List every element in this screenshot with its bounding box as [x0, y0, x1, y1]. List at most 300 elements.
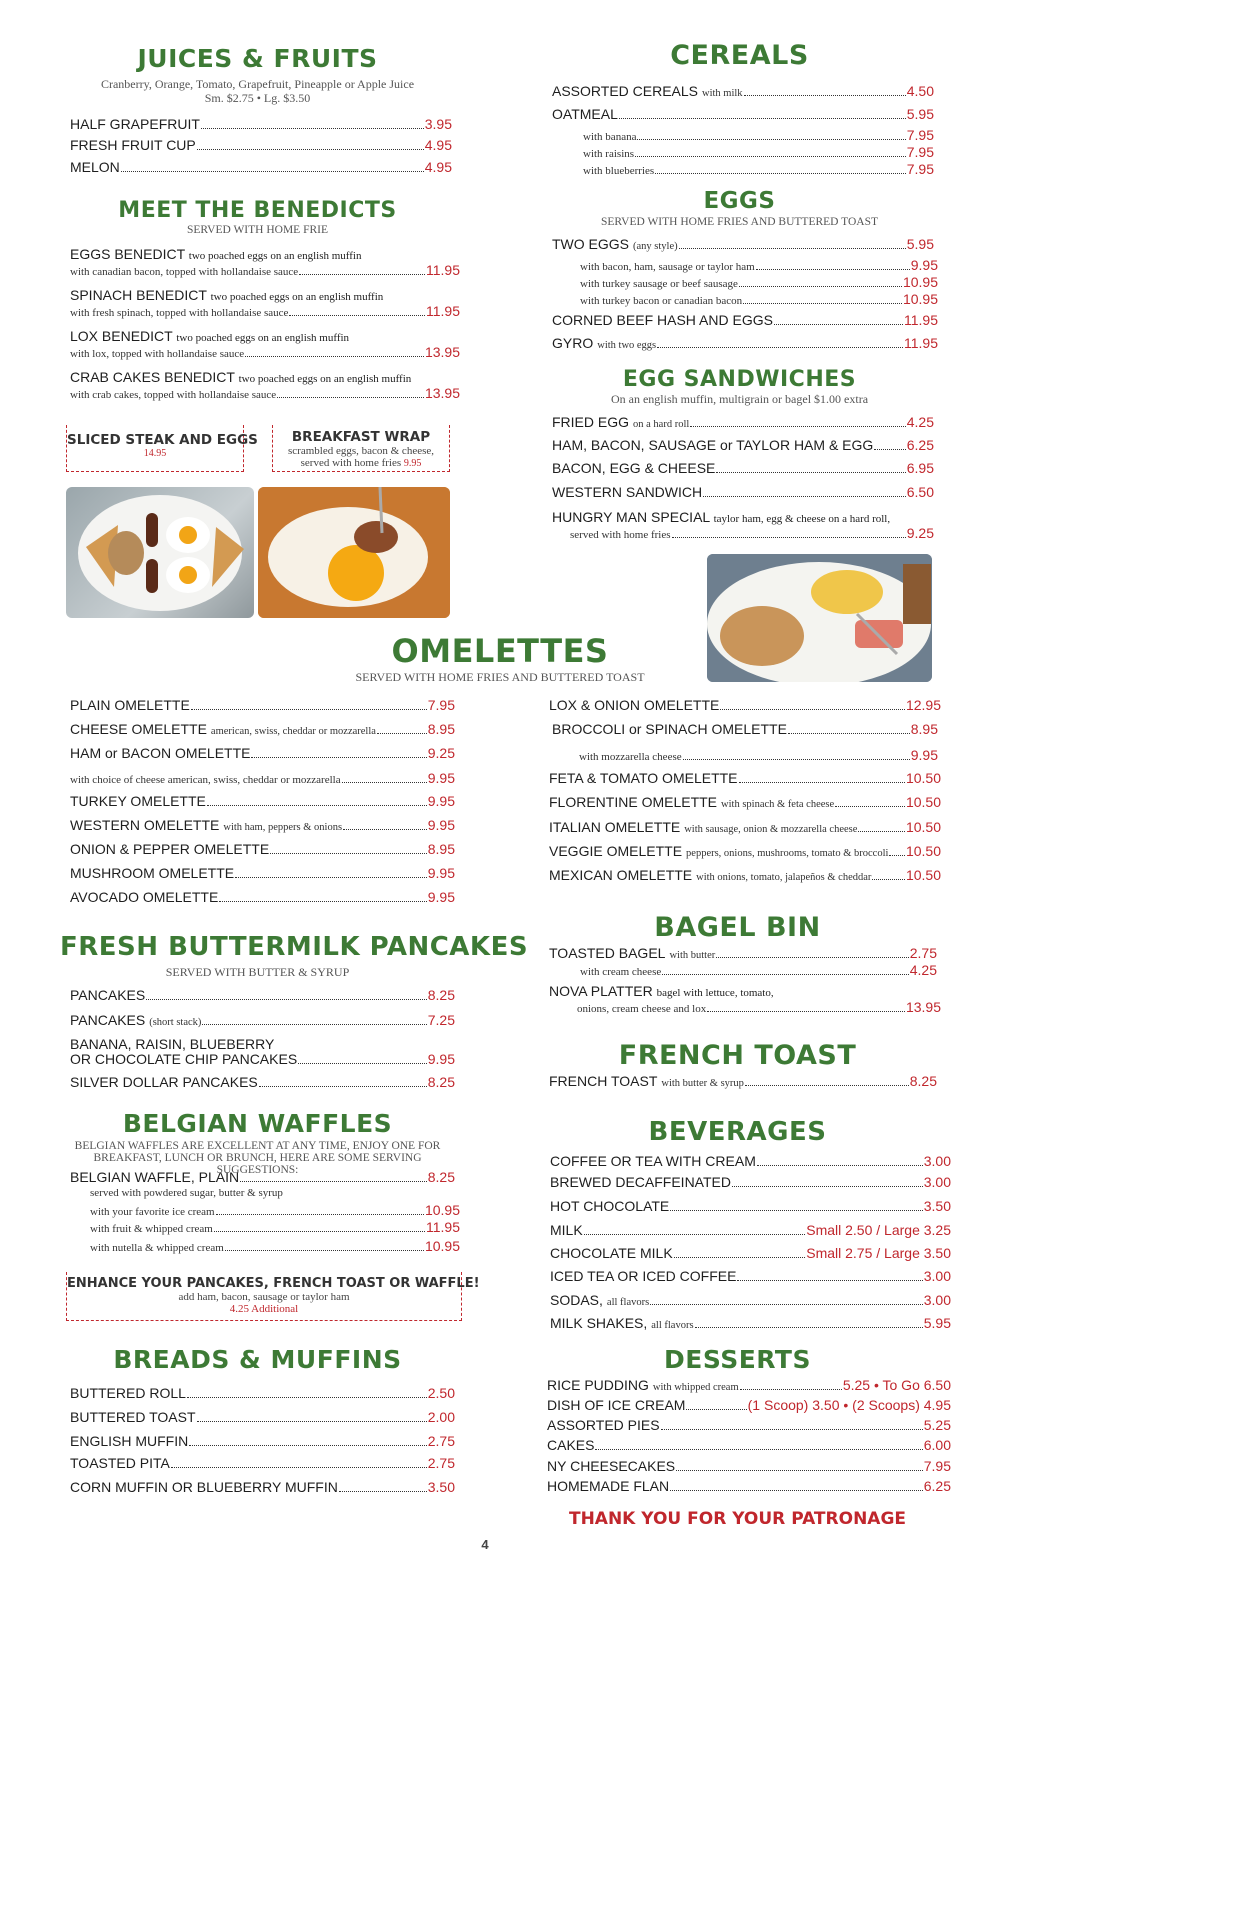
item-price: 5.25: [923, 1417, 951, 1433]
item-desc: with whipped cream: [652, 1382, 739, 1393]
item-name: HAM, BACON, SAUSAGE or TAYLOR HAM & EGG: [552, 437, 874, 453]
dot-leader: [299, 274, 425, 275]
item-price: 6.25: [906, 437, 934, 453]
dot-leader: [662, 974, 909, 975]
item-price: 5.95: [906, 236, 934, 252]
item-price: 11.95: [904, 312, 938, 328]
menu-item: [70, 817, 455, 833]
item-price: 5.25 • To Go 6.50: [842, 1377, 951, 1393]
item-price: 12.95: [905, 697, 941, 713]
dot-leader: [676, 1470, 923, 1471]
page-number: 4: [481, 1537, 489, 1552]
item-name: CHEESE OMELETTE: [70, 721, 207, 737]
wrap-desc-line2: served with home fries 9.95: [300, 457, 422, 469]
item-price: 6.00: [923, 1437, 951, 1453]
dot-leader: [672, 537, 906, 538]
menu-item: [547, 1437, 951, 1453]
item-price: 8.25: [427, 987, 455, 1003]
item-price: 5.95: [923, 1315, 951, 1331]
item-price: 8.25: [427, 1074, 455, 1090]
item-name: COFFEE OR TEA WITH CREAM: [550, 1153, 756, 1169]
benedict-item: [70, 369, 460, 401]
menu-item: [552, 460, 934, 476]
menu-subitem: [579, 747, 938, 763]
item-desc: with milk: [702, 88, 743, 99]
dot-leader: [874, 449, 905, 450]
menu-item: [70, 1409, 455, 1425]
item-desc: with sausage, onion & mozzarella cheese: [684, 824, 858, 835]
pancakes-subtitle: SERVED WITH BUTTER & SYRUP: [165, 965, 350, 979]
item-name: FRIED EGG: [552, 414, 630, 430]
benedict-item: [70, 328, 460, 360]
item-price: 2.75: [909, 945, 937, 961]
thank-you-message: THANK YOU FOR YOUR PATRONAGE: [568, 1509, 907, 1529]
dot-leader: [732, 1186, 923, 1187]
dot-leader: [637, 139, 905, 140]
dot-leader: [774, 324, 903, 325]
menu-item: [70, 793, 455, 809]
beverages-title: BEVERAGES: [648, 1117, 827, 1147]
item-price: 7.95: [906, 127, 934, 143]
wrap-title: BREAKFAST WRAP: [291, 429, 431, 445]
menu-subitem: [583, 127, 934, 143]
item-desc: with choice of cheese american, swiss, cheddar or mozzarella: [70, 774, 341, 786]
french-toast-title: FRENCH TOAST: [618, 1040, 857, 1071]
menu-item: [550, 1198, 951, 1214]
item-name: WESTERN OMELETTE: [70, 817, 220, 833]
item-price: 11.95: [426, 262, 460, 278]
benedicts-title: MEET THE BENEDICTS: [118, 198, 397, 223]
item-price: 10.95: [424, 1238, 460, 1254]
item-name: HOT CHOCOLATE: [550, 1198, 670, 1214]
menu-item: [549, 697, 941, 713]
dot-leader: [756, 269, 910, 270]
enhance-desc: add ham, bacon, sausage or taylor ham: [178, 1291, 350, 1303]
menu-item: [70, 116, 452, 132]
menu-item: [70, 697, 455, 713]
item-name: with raisins: [583, 148, 635, 160]
item-desc: with fresh spinach, topped with hollandaise sauce: [70, 307, 289, 319]
dot-leader: [121, 171, 424, 172]
benedict-item: [70, 246, 460, 278]
item-price: 10.95: [424, 1202, 460, 1218]
menu-item: [552, 83, 934, 99]
item-desc: on a hard roll: [633, 419, 690, 430]
item-desc: served with home fries: [570, 529, 671, 541]
item-desc: two poached eggs on an english muffin: [188, 250, 362, 262]
dot-leader: [743, 303, 902, 304]
dot-leader: [339, 1491, 427, 1492]
dot-leader: [343, 829, 427, 830]
item-desc: peppers, onions, mushrooms, tomato & broccoli: [686, 848, 889, 859]
item-price: 3.95: [424, 116, 452, 132]
item-price: 9.95: [427, 865, 455, 881]
item-desc: bagel with lettuce, tomato,: [656, 987, 774, 999]
item-name: CORN MUFFIN OR BLUEBERRY MUFFIN: [70, 1479, 338, 1495]
dot-leader: [657, 347, 903, 348]
dot-leader: [270, 853, 427, 854]
item-name: ITALIAN OMELETTE: [549, 819, 681, 835]
menu-item: [70, 987, 455, 1003]
item-price: 10.50: [905, 794, 941, 810]
dot-leader: [251, 757, 426, 758]
dot-leader: [298, 1063, 427, 1064]
item-price: 9.95: [427, 793, 455, 809]
dot-leader: [214, 1231, 425, 1232]
item-name: ASSORTED PIES: [547, 1417, 660, 1433]
dot-leader: [197, 1421, 427, 1422]
hungry-man-item: [552, 509, 934, 541]
menu-item: [549, 794, 941, 810]
dot-leader: [377, 733, 427, 734]
dot-leader: [679, 248, 906, 249]
menu-item: [70, 1385, 455, 1401]
menu-item: [547, 1458, 951, 1474]
item-price: 10.50: [905, 819, 941, 835]
dot-leader: [788, 733, 910, 734]
waffles-subtitle: BELGIAN WAFFLES ARE EXCELLENT AT ANY TIME, ENJOY ONE FOR: [74, 1140, 441, 1152]
item-price: 11.95: [426, 303, 460, 319]
dot-leader: [201, 128, 424, 129]
item-price: 8.95: [427, 721, 455, 737]
menu-item: [552, 236, 934, 252]
item-price: 3.00: [923, 1174, 951, 1190]
nova-platter-item: [549, 983, 941, 1015]
item-price: 11.95: [426, 1219, 460, 1235]
bagel-title: BAGEL BIN: [654, 912, 821, 943]
item-desc: onions, cream cheese and lox: [577, 1003, 707, 1015]
item-desc: two poached eggs on an english muffin: [238, 373, 412, 385]
waffles-subtitle-line2: BREAKFAST, LUNCH OR BRUNCH, HERE ARE SOME SERVING SUGGESTIONS:: [93, 1152, 422, 1176]
dot-leader: [235, 877, 427, 878]
item-name: FETA & TOMATO OMELETTE: [549, 770, 738, 786]
item-name: AVOCADO OMELETTE: [70, 889, 219, 905]
item-price: 4.25: [909, 962, 937, 978]
item-desc: with butter & syrup: [661, 1078, 744, 1089]
menu-item: [547, 1397, 951, 1413]
dot-leader: [584, 1234, 806, 1235]
dot-leader: [595, 1449, 922, 1450]
item-desc: with mozzarella cheese: [579, 751, 682, 763]
menu-item: [70, 1169, 455, 1185]
item-price: 2.75: [427, 1455, 455, 1471]
dot-leader: [695, 1327, 923, 1328]
cereals-title: CEREALS: [670, 40, 809, 71]
dot-leader: [745, 1085, 909, 1086]
desserts-title: DESSERTS: [664, 1345, 811, 1374]
item-desc: all flavors: [651, 1320, 694, 1331]
item-name: FRESH FRUIT CUP: [70, 137, 196, 153]
menu-item: [552, 437, 934, 453]
item-price: 5.95: [906, 106, 934, 122]
item-name: MELON: [70, 159, 120, 175]
item-price: 9.95: [427, 1051, 455, 1067]
item-price: 6.25: [923, 1478, 951, 1494]
item-price: 2.75: [427, 1433, 455, 1449]
item-name: TOASTED PITA: [70, 1455, 170, 1471]
item-price: 6.95: [906, 460, 934, 476]
item-name: with cream cheese: [580, 966, 662, 978]
breakfast-plate-illustration: [66, 487, 254, 618]
dot-leader: [277, 397, 424, 398]
item-desc: (any style): [633, 241, 678, 252]
steak-price: 14.95: [143, 448, 167, 459]
sandwiches-subtitle: On an english muffin, multigrain or bagel $1.00 extra: [610, 392, 869, 406]
breads-title: BREADS & MUFFINS: [113, 1345, 402, 1374]
item-desc: all flavors: [606, 1297, 650, 1308]
benedicts-subtitle: SERVED WITH HOME FRIE: [186, 224, 328, 236]
item-name: SPINACH BENEDICT: [70, 287, 207, 303]
item-price: 2.00: [427, 1409, 455, 1425]
item-name: PANCAKES: [70, 987, 146, 1003]
item-price: 9.95: [427, 889, 455, 905]
dot-leader: [740, 1389, 842, 1390]
dot-leader: [872, 879, 905, 880]
item-price: 9.25: [906, 525, 934, 541]
item-name: BUTTERED ROLL: [70, 1385, 186, 1401]
item-price: 4.50: [906, 83, 934, 99]
item-name: CAKES: [547, 1437, 595, 1453]
dot-leader: [207, 805, 427, 806]
item-name: HOMEMADE FLAN: [547, 1478, 670, 1494]
menu-item: [550, 1268, 951, 1284]
item-price: 7.95: [923, 1458, 951, 1474]
item-price: 9.95: [427, 770, 455, 786]
dot-leader: [739, 286, 902, 287]
menu-item: [550, 1222, 951, 1238]
dot-leader: [202, 1024, 426, 1025]
item-desc: with canadian bacon, topped with hollandaise sauce: [70, 266, 299, 278]
item-desc: with onions, tomato, jalapeños & cheddar: [696, 872, 872, 883]
menu-item: [552, 484, 934, 500]
item-desc: american, swiss, cheddar or mozzarella: [210, 726, 376, 737]
item-price: 4.95: [424, 137, 452, 153]
item-name: ONION & PEPPER OMELETTE: [70, 841, 270, 857]
item-name: EGGS BENEDICT: [70, 246, 185, 262]
menu-subitem: [580, 291, 938, 307]
dot-leader: [225, 1250, 424, 1251]
menu-item: [70, 721, 455, 737]
menu-item: [550, 1153, 951, 1169]
item-name: CHOCOLATE MILK: [550, 1245, 673, 1261]
omelettes-title: OMELETTES: [391, 632, 609, 670]
menu-item: [70, 1012, 455, 1028]
item-name: BREWED DECAFFEINATED: [550, 1174, 731, 1190]
juices-title: JUICES & FRUITS: [137, 44, 378, 73]
dot-leader: [650, 1304, 923, 1305]
item-name: CRAB CAKES BENEDICT: [70, 369, 235, 385]
omelettes-subtitle: SERVED WITH HOME FRIES AND BUTTERED TOAST: [355, 670, 645, 684]
item-price: 10.50: [905, 770, 941, 786]
item-name: HALF GRAPEFRUIT: [70, 116, 200, 132]
menu-item: [70, 865, 455, 881]
dot-leader: [670, 1210, 922, 1211]
item-price: 13.95: [905, 999, 941, 1015]
dot-leader: [342, 782, 427, 783]
wrap-box: [272, 425, 450, 472]
item-price: 10.50: [905, 867, 941, 883]
dot-leader: [703, 496, 906, 497]
dot-leader: [655, 173, 906, 174]
item-name: MUSHROOM OMELETTE: [70, 865, 235, 881]
item-name: MILK: [550, 1222, 583, 1238]
item-name: OR CHOCOLATE CHIP PANCAKES: [70, 1051, 298, 1067]
item-price: Small 2.75 / Large 3.50: [806, 1245, 951, 1261]
item-name: with blueberries: [583, 165, 655, 177]
menu-subitem: [90, 1202, 460, 1218]
item-price: 8.95: [427, 841, 455, 857]
item-name: ENGLISH MUFFIN: [70, 1433, 189, 1449]
item-name: with nutella & whipped cream: [90, 1242, 224, 1254]
dot-leader: [716, 957, 909, 958]
menu-subitem: [90, 1219, 460, 1235]
dot-leader: [720, 709, 905, 710]
menu-item: [70, 137, 452, 153]
menu-item: [552, 721, 938, 737]
item-price: 3.50: [923, 1198, 951, 1214]
item-desc: with spinach & feta cheese: [721, 799, 835, 810]
breakfast-plate-photo: [66, 487, 254, 618]
dot-leader: [707, 1011, 905, 1012]
menu-item: [549, 770, 941, 786]
dot-leader: [619, 118, 906, 119]
menu-item: [552, 335, 938, 351]
item-price: 3.00: [923, 1268, 951, 1284]
item-price: 3.00: [923, 1292, 951, 1308]
dot-leader: [240, 1181, 427, 1182]
menu-item: [547, 1377, 951, 1393]
menu-item: [70, 841, 455, 857]
item-name: ICED TEA OR ICED COFFEE: [550, 1268, 737, 1284]
item-name: with turkey sausage or beef sausage: [580, 278, 738, 290]
item-price: 13.95: [424, 385, 460, 401]
menu-item: [70, 889, 455, 905]
item-price: 2.50: [427, 1385, 455, 1401]
item-name: PLAIN OMELETTE: [70, 697, 190, 713]
item-price: 3.00: [923, 1153, 951, 1169]
menu-item: [550, 1245, 951, 1261]
dot-leader: [245, 356, 424, 357]
menu-item: [70, 1479, 455, 1495]
menu-item: [549, 945, 937, 961]
dot-leader: [187, 1397, 427, 1398]
waffle-plain-desc: served with powdered sugar, butter & syrup: [90, 1187, 283, 1199]
benedict-item: [70, 287, 460, 319]
dot-leader: [661, 1429, 923, 1430]
item-name: FRENCH TOAST: [549, 1073, 658, 1089]
menu-item: [549, 1073, 937, 1089]
item-price: 8.25: [427, 1169, 455, 1185]
item-price: (1 Scoop) 3.50 • (2 Scoops) 4.95: [747, 1397, 951, 1413]
menu-item: [547, 1417, 951, 1433]
item-desc: with crab cakes, topped with hollandaise sauce: [70, 389, 277, 401]
item-name: with bacon, ham, sausage or taylor ham: [580, 261, 755, 273]
item-desc: with butter: [669, 950, 716, 961]
dot-leader: [858, 831, 905, 832]
dot-leader: [739, 782, 905, 783]
item-price: 6.50: [906, 484, 934, 500]
eggs-title: EGGS: [703, 188, 776, 214]
menu-item: [549, 843, 941, 859]
item-price: 8.95: [910, 721, 938, 737]
menu-item: [70, 745, 455, 761]
menu-item: [70, 1455, 455, 1471]
dot-leader: [146, 999, 427, 1000]
item-name: ASSORTED CEREALS: [552, 83, 699, 99]
item-name: BELGIAN WAFFLE, PLAIN: [70, 1169, 240, 1185]
dot-leader: [670, 1490, 923, 1491]
item-price: 9.25: [427, 745, 455, 761]
item-price: 13.95: [424, 344, 460, 360]
dot-leader: [683, 759, 910, 760]
menu-item: [552, 414, 934, 430]
item-desc: two poached eggs on an english muffin: [176, 332, 350, 344]
item-name: with banana: [583, 131, 637, 143]
item-name: CORNED BEEF HASH AND EGGS: [552, 312, 773, 328]
item-desc: (short stack): [149, 1017, 202, 1028]
pancakes-title: FRESH BUTTERMILK PANCAKES: [60, 932, 529, 962]
dot-leader: [744, 95, 906, 96]
item-price: Small 2.50 / Large 3.25: [806, 1222, 951, 1238]
item-price: 8.25: [909, 1073, 937, 1089]
item-name: FLORENTINE OMELETTE: [549, 794, 718, 810]
item-price: 9.95: [910, 747, 938, 763]
dot-leader: [835, 806, 905, 807]
menu-item: [552, 312, 938, 328]
item-price: 9.95: [910, 257, 938, 273]
item-name: with your favorite ice cream: [90, 1206, 215, 1218]
item-price: 3.50: [427, 1479, 455, 1495]
menu-subitem: [90, 1238, 460, 1254]
item-price: 10.95: [902, 274, 938, 290]
item-name: with turkey bacon or canadian bacon: [580, 295, 743, 307]
menu-subitem: [583, 144, 934, 160]
item-price: 4.95: [424, 159, 452, 175]
item-price: 10.95: [902, 291, 938, 307]
menu-item: [549, 819, 941, 835]
waffles-title: BELGIAN WAFFLES: [122, 1109, 393, 1138]
menu-subitem: [580, 257, 938, 273]
benedict-plate-illustration: [707, 554, 932, 682]
item-name: SILVER DOLLAR PANCAKES: [70, 1074, 258, 1090]
item-price: 9.95: [427, 817, 455, 833]
item-desc: with ham, peppers & onions: [223, 822, 343, 833]
dot-leader: [635, 156, 906, 157]
enhance-price: 4.25 Additional: [229, 1303, 299, 1315]
dot-leader: [674, 1257, 806, 1258]
juices-subtitle: Cranberry, Orange, Tomato, Grapefruit, Pineapple or Apple Juice: [100, 77, 415, 91]
dot-leader: [716, 472, 905, 473]
menu-item: [552, 106, 934, 122]
item-name: MEXICAN OMELETTE: [549, 867, 693, 883]
item-name: RICE PUDDING: [547, 1377, 649, 1393]
item-name: SODAS,: [550, 1292, 603, 1308]
item-price: 7.25: [427, 1012, 455, 1028]
menu-subitem: [580, 962, 937, 978]
item-name: HUNGRY MAN SPECIAL: [552, 509, 710, 525]
item-name: PANCAKES: [70, 1012, 146, 1028]
dot-leader: [737, 1280, 922, 1281]
dot-leader: [889, 855, 905, 856]
item-price: 11.95: [904, 335, 938, 351]
item-desc: with lox, topped with hollandaise sauce: [70, 348, 245, 360]
item-name: TWO EGGS: [552, 236, 629, 252]
menu-subitem: [583, 161, 934, 177]
menu-subitem: [70, 770, 455, 786]
item-price: 7.95: [906, 161, 934, 177]
item-name: BACON, EGG & CHEESE: [552, 460, 716, 476]
item-price: 10.50: [905, 843, 941, 859]
